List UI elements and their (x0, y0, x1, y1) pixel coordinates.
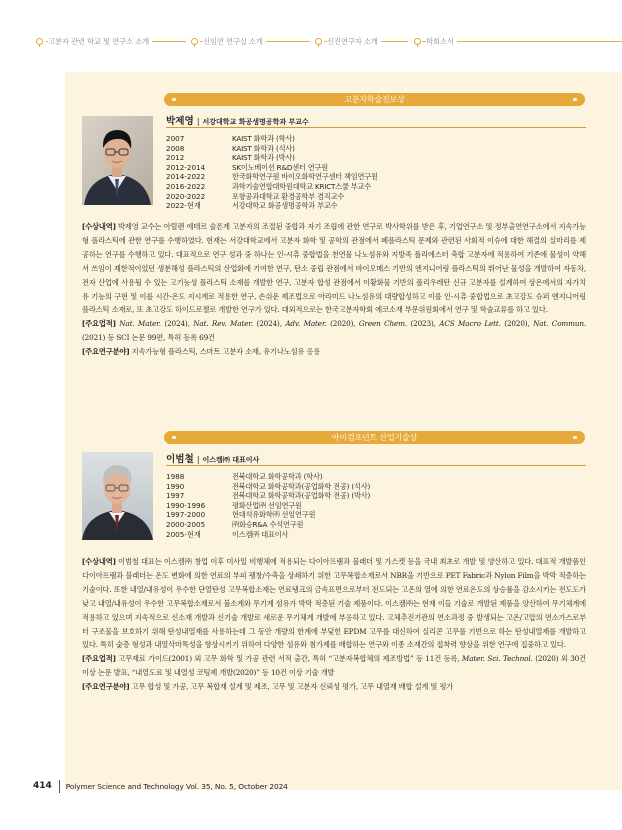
location-pin-icon (36, 38, 43, 45)
career-item: 2012-2014 SK이노베이션 R&D센터 연구원 (166, 162, 329, 172)
citation-part: (2024), (160, 319, 194, 329)
location-pin-icon (315, 38, 322, 45)
citation-part: Nat. Rev. Mater. (193, 319, 254, 329)
career-item: 1997-2000 현대석유화학㈜ 선임연구원 (166, 510, 316, 520)
location-pin-icon (191, 38, 198, 45)
career-item: 2014-2022 한국화학연구원 바이오화학연구센터 책임연구원 (166, 172, 378, 182)
career-item: 2022-현재 서강대학교 화공생명공학과 부교수 (166, 201, 338, 211)
career-list (166, 472, 370, 539)
career-item: 1990-1996 평화산업㈜ 선임연구원 (166, 500, 302, 510)
career-item: 2020-2022 포항공과대학교 환경공학부 겸직교수 (166, 191, 345, 201)
career-item: 2005-현재 이스켐㈜ 대표이사 (166, 529, 289, 539)
location-pin-icon (414, 38, 421, 45)
fields-paragraph: [주요연구분야] 고무 합성 및 가공, 고무 복합재 설계 및 제조, 고무 및 고분자 신뢰성 평가, 고무 내열재 배합 설계 및 평가 (82, 682, 454, 692)
papers-paragraph: [주요업적] 고무재료 가이드(2001) 외 고무 화학 및 가공 관련 서적 출간, 특허 “고분자복합체의 제조방법” 등 11건 등록, Mater. Sci. Technol. (2020) 외 30건 이상 논문 발표, “내열도료 및 내열성 코팅제 개발(2020)” 등 10건 이상 기술 개발 (82, 654, 587, 678)
citation-part: (2020), (500, 319, 534, 329)
papers-text (82, 654, 586, 677)
nav-item-new-researchers[interactable]: 신진연구자 소개 (315, 36, 381, 47)
portrait-photo-park (82, 116, 153, 205)
citation-part: (2020) 외 30건 이상 논문 발표, “내열도료 및 내열성 코팅제 개발(2020)” 등 10건 이상 기술 개발 (82, 654, 587, 678)
career-item: 2007 KAIST 화학과 (학사) (166, 134, 295, 143)
citation-part: Nat. Mater. (119, 319, 161, 329)
person-name-line: 박제영 | 서강대학교 화공생명공학과 부교수 (166, 116, 309, 127)
papers-paragraph: [주요업적] Nat. Mater. (2024), Nat. Rev. Mater. (2024), Adv. Mater. (2020), Green Chem. (2023), ACS Macro Lett. (2020), Nat. Commun. (2021) 등 SCI 논문 99편, 특허 등록 69건 (82, 319, 587, 343)
name-underline (166, 465, 586, 466)
person-name-line: 이범철 | 이스켐㈜ 대표이사 (166, 454, 260, 465)
career-list (166, 134, 378, 211)
footer-divider (59, 780, 60, 793)
career-item: 2016-2022 과학기술연합대학원대학교 KRICT스쿨 부교수 (166, 181, 372, 191)
section-banner-academic-award (164, 93, 585, 106)
journal-citation: Polymer Science and Technology Vol. 35, No. 5, October 2024 (65, 781, 288, 791)
achievements-paragraph: [수상내역] 이범철 대표는 이스켐㈜ 창업 이후 미사일 비행체에 적용되는 다이아프램과 블래더 및 가스켓 등을 국내 최초로 개발 및 양산하고 있다. 대표적 개발품인 다이아프램과 블래더는 온도 변화에 의한 연료의 부피 팽창/수축을 상쇄하기 위한 고무복합소재로서 NBR을 기반으로 PET Fabric과 Nylon Film을 박막 적층하는 기술이다. 또한 내열/내유성이 우수한 단열탄성 고무복합소재는 연료탱크의 금속표면으로부터 전도되는 고온의 열에 의한 연료온도의 상승률을 감소시키는 전도도가 낮고 내열/내유성이 우수한 고무복합소재로서 불소계와 무기계 섬유가 박막 적층된 기술 제품이다. 이스켐㈜는 현재 이들 기술로 개발된 제품을 양산하여 무기체계에 적용하고 있으며 지속적으로 신소재 개발과 신기술 개발로 새로운 무기체계 개발에 부응하고 있다. 고체추진기관의 연소과정 중 발생되는 고온/고압의 연소가스로부터 구조물을 보호하기 위해 탄성내열재를 사용하는데 그 동안 개량의 한계에 부딪힌 EPDM 고무를 대신하여 실리콘 고무를 기반으로 하는 탄성내열재를 개발하고 있다. 특히 숯층 형성과 내열삭마특성을 향상시키기 위하여 다양한 섬유와 첨가제를 배합하는 연구와 이종 소재간의 접착력 향상을 위한 연구에 집중하고 있다. (82, 557, 586, 650)
citation-part: (2023), (407, 319, 440, 329)
section-title: 아이컴포넌트 산업기술상 (331, 433, 418, 442)
person-affiliation: 서강대학교 화공생명공학과 부교수 (202, 118, 309, 126)
career-item: 1997 전북대학교 화학공학과(공업화학 전공) (박사) (166, 491, 371, 501)
citation-part: (2021) 등 SCI 논문 99편, 특허 등록 69건 (82, 333, 215, 343)
career-item: 2000-2005 ㈜화승R&A 수석연구원 (166, 519, 304, 529)
fields-paragraph: [주요연구분야] 지속가능형 플라스틱, 스마트 고분자 소재, 유기나노섬유 응용 (82, 347, 321, 357)
citation-part: (2020), (326, 319, 359, 329)
career-item: 1988 전북대학교 화학공학과 (학사) (166, 472, 323, 481)
section-title: 고분자학술진보상 (344, 95, 405, 104)
name-underline (166, 127, 586, 128)
top-navigation (0, 0, 622, 60)
nav-item-new-lab-intro[interactable]: 신임연 연구실 소개 (191, 36, 266, 47)
person-name: 이범철 (166, 454, 194, 465)
achievements-paragraph: [수상내역] 박제영 교수는 아릴렌 에테르 술폰계 고분자의 조절된 중합과 자기 조립에 관한 연구로 박사학위를 받은 후, 기업연구소 및 정부출연연구소에서 지속가능형 플라스틱에 관한 연구를 수행하였다. 현재는 서강대학교에서 고분자 화학 및 공학의 관점에서 폐플라스틱 문제와 관련된 사회적 이슈에 대한 해결의 실마리를 제공하는 연구를 수행하고 있다. 대표적으로 연구 성과 중 하나는 인-시츄 중합법을 천연물 나노섬유와 지방족 폴리에스터 축합 고분자에 적용하여 기존에 물성이 약해서 쓰임이 제한적이었던 생분해성 플라스틱의 산업화에 기여한 연구, 탄소 중립 관점에서 바이오매스 기반의 엔지니어링 플라스틱의 뛰어난 물성을 개발하여 자동차, 전자 산업에 사용될 수 있는 고기능성 플라스틱 소재를 개발한 연구, 고분자 합성 관점에서 이황화물 기반의 폴리우레탄 신규 고분자를 설계하여 상온에서의 자가치유 기능의 구현 및 이를 시간-온도 지시계로 적용한 연구, 손쉬운 제조법으로 아라미드 나노섬유의 대량합성하고 이를 인-시츄 중합법으로 초고강도 슈퍼 엔지니어링 플라스틱 소재로, 또 초고강도 하이드로젤로 개발한 연구가 있다. 대외적으로는 한국고분자학회 에코소재 부문위원회에서 연구 및 학술교류를 하고 있다. (82, 222, 586, 315)
citation-part: ACS Macro Lett. (439, 319, 501, 329)
section-banner-industrial-award (164, 431, 585, 444)
career-item: 2012 KAIST 화학과 (박사) (166, 153, 295, 163)
citation-part: Mater. Sci. Technol. (461, 654, 533, 664)
portrait-photo-lee (82, 452, 153, 540)
page-footer (33, 779, 288, 793)
award-description-lee (82, 555, 586, 694)
page-number: 414 (33, 781, 52, 791)
person-name: 박제영 (166, 116, 194, 127)
papers-text (82, 319, 586, 342)
citation-part: Green Chem. (358, 319, 408, 329)
citation-part: Adv. Mater. (285, 319, 327, 329)
career-item: 1990 전북대학교 화학공학과(공업화학 전공) (석사) (166, 481, 371, 491)
nav-item-society-news[interactable]: 학회소식 (414, 36, 457, 47)
person-affiliation: 이스켐㈜ 대표이사 (202, 456, 260, 464)
nav-item-labs-institutes[interactable]: 고분자 관련 학교 및 연구소 소개 (36, 36, 152, 47)
career-item: 2008 KAIST 화학과 (석사) (166, 143, 295, 153)
citation-part: (2024), (253, 319, 286, 329)
citation-part: 고무재료 가이드(2001) 외 고무 화학 및 가공 관련 서적 출간, 특허 “고분자복합체의 제조방법” 등 11건 등록, (115, 654, 462, 664)
citation-part: Nat. Commun. (533, 319, 587, 329)
award-description-park (82, 220, 586, 359)
